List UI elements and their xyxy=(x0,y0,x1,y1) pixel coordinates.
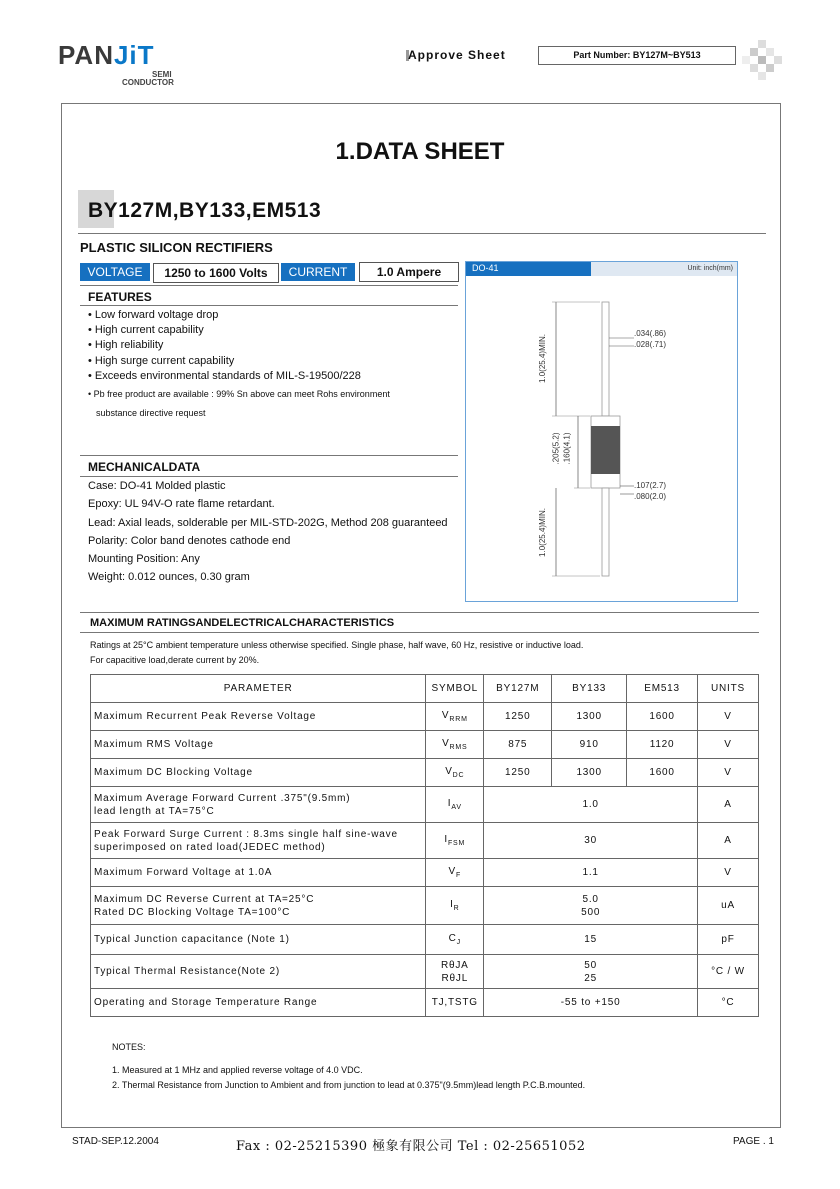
col-header-units: UNITS xyxy=(698,675,759,703)
dim-lead-length-bottom: 1.0(25.4)MIN. xyxy=(537,508,547,557)
row-unit: °C / W xyxy=(698,955,759,989)
table-header-row xyxy=(91,675,759,703)
row-value-merged: 15 xyxy=(484,925,698,955)
mechanical-item: Weight: 0.012 ounces, 0.30 gram xyxy=(88,571,250,583)
feature-item: • High surge current capability xyxy=(88,355,235,367)
mechanical-rule xyxy=(80,455,458,456)
part-number-box: Part Number: BY127M~BY513 xyxy=(538,46,736,65)
row-unit: uA xyxy=(698,887,759,925)
voltage-value: 1250 to 1600 Volts xyxy=(153,263,279,283)
row-unit: V xyxy=(698,703,759,731)
table-row xyxy=(91,823,759,859)
mechanical-item: Epoxy: UL 94V-O rate flame retardant. xyxy=(88,498,275,510)
approve-sheet-label: Approve Sheet xyxy=(408,48,506,62)
current-value: 1.0 Ampere xyxy=(359,262,459,282)
corner-pattern-icon xyxy=(742,40,782,80)
row-value-merged: 1.1 xyxy=(484,859,698,887)
table-row xyxy=(91,759,759,787)
row-parameter: Operating and Storage Temperature Range xyxy=(91,989,426,1017)
row-unit: V xyxy=(698,859,759,887)
notes-heading: NOTES: xyxy=(112,1042,146,1052)
col-header-by133: BY133 xyxy=(552,675,627,703)
ratings-rule xyxy=(80,612,759,613)
part-title-rule xyxy=(78,233,766,234)
features-rule xyxy=(80,285,458,286)
row-value-by133: 1300 xyxy=(552,703,627,731)
ratings-note-1: Ratings at 25°C ambient temperature unless otherwise specified. Single phase, half wave, 60 Hz, resistive or inductive load. xyxy=(90,640,584,650)
feature-item: • High reliability xyxy=(88,339,164,351)
ratings-table xyxy=(90,674,759,1017)
footer-contact: Fax : 02-25215390 極象有限公司 Tel : 02-25651052 xyxy=(236,1139,586,1154)
mechanical-item: Case: DO-41 Molded plastic xyxy=(88,480,226,492)
row-symbol: $I_R$ xyxy=(426,887,484,925)
row-parameter: Typical Junction capacitance (Note 1) xyxy=(91,925,426,955)
row-symbol: $V_{DC}$ xyxy=(426,759,484,787)
table-row xyxy=(91,887,759,925)
row-unit: A xyxy=(698,787,759,823)
row-parameter: Maximum Forward Voltage at 1.0A xyxy=(91,859,426,887)
table-row xyxy=(91,859,759,887)
dim-body-dia-min: .080(2.0) xyxy=(634,492,667,501)
row-symbol: TJ,TSTG xyxy=(426,989,484,1017)
row-value-by133: 910 xyxy=(552,731,627,759)
company-logo xyxy=(58,40,188,88)
mechanical-rule-bottom xyxy=(80,476,458,477)
row-parameter: Maximum DC Reverse Current at TA=25°C Rated DC Blocking Voltage TA=100°C xyxy=(91,887,426,925)
ratings-note-2: For capacitive load,derate current by 20%. xyxy=(90,655,260,665)
table-row xyxy=(91,731,759,759)
ratings-rule-bottom xyxy=(80,632,759,633)
row-parameter: Maximum Average Forward Current .375"(9.5mm) lead length at TA=75°C xyxy=(91,787,426,823)
package-name: DO-41 xyxy=(472,263,499,273)
dim-lead-dia-min: .028(.71) xyxy=(634,340,667,349)
note-2: 2. Thermal Resistance from Junction to Ambient and from junction to lead at 0.375"(9.5mm)lead length P.C.B.mounted. xyxy=(112,1080,586,1090)
mechanical-item: Lead: Axial leads, solderable per MIL-STD-202G, Method 208 guaranteed xyxy=(88,517,448,529)
diode-outline-drawing xyxy=(466,262,737,601)
row-unit: A xyxy=(698,823,759,859)
logo-semi-text: SEMI xyxy=(152,70,172,79)
row-unit: V xyxy=(698,731,759,759)
dim-lead-dia-max: .034(.86) xyxy=(634,329,667,338)
row-value-em513: 1600 xyxy=(627,759,698,787)
row-parameter: Maximum RMS Voltage xyxy=(91,731,426,759)
row-parameter: Typical Thermal Resistance(Note 2) xyxy=(91,955,426,989)
row-symbol: $V_{RMS}$ xyxy=(426,731,484,759)
dim-lead-length-top: 1.0(25.4)MIN. xyxy=(537,334,547,383)
col-header-em513: EM513 xyxy=(627,675,698,703)
table-row xyxy=(91,925,759,955)
col-header-parameter: PARAMETER xyxy=(91,675,426,703)
row-symbol: $I_{AV}$ xyxy=(426,787,484,823)
ratings-heading: MAXIMUM RATINGSANDELECTRICALCHARACTERISTICS xyxy=(90,617,395,629)
package-drawing xyxy=(465,261,738,602)
row-unit: pF xyxy=(698,925,759,955)
row-unit: V xyxy=(698,759,759,787)
table-row xyxy=(91,955,759,989)
mechanical-item: Polarity: Color band denotes cathode end xyxy=(88,535,291,547)
part-title: BY127M,BY133,EM513 xyxy=(88,199,322,222)
current-label: CURRENT xyxy=(281,263,355,281)
row-unit: °C xyxy=(698,989,759,1017)
row-parameter: Maximum Recurrent Peak Reverse Voltage xyxy=(91,703,426,731)
voltage-label: VOLTAGE xyxy=(80,263,150,281)
row-value-by127m: 875 xyxy=(484,731,552,759)
row-value-merged: 1.0 xyxy=(484,787,698,823)
package-unit: Unit: inch(mm) xyxy=(687,265,733,272)
footer-page: PAGE . 1 xyxy=(733,1136,774,1147)
product-subtitle: PLASTIC SILICON RECTIFIERS xyxy=(80,240,273,255)
table-row xyxy=(91,787,759,823)
row-parameter: Peak Forward Surge Current : 8.3ms single half sine-wave superimposed on rated load(JEDEC method) xyxy=(91,823,426,859)
row-value-merged: 50 25 xyxy=(484,955,698,989)
row-symbol: $V_{RRM}$ xyxy=(426,703,484,731)
row-value-merged: 5.0 500 xyxy=(484,887,698,925)
features-heading: FEATURES xyxy=(88,290,152,304)
row-value-by127m: 1250 xyxy=(484,703,552,731)
row-symbol: RθJA RθJL xyxy=(426,955,484,989)
logo-conductor-text: CONDUCTOR xyxy=(122,78,174,87)
dim-body-length-max: .205(5.2) xyxy=(551,432,561,465)
dim-body-dia-max: .107(2.7) xyxy=(634,481,667,490)
row-value-by133: 1300 xyxy=(552,759,627,787)
page-title: 1.DATA SHEET xyxy=(335,138,505,165)
logo-pan-text: PAN xyxy=(58,40,114,70)
feature-item: • Exceeds environmental standards of MIL-S-19500/228 xyxy=(88,370,361,382)
feature-pb-line2: substance directive request xyxy=(96,408,206,418)
feature-pb-line1: • Pb free product are available : 99% Sn above can meet Rohs environment xyxy=(88,389,390,399)
footer-date: STAD-SEP.12.2004 xyxy=(72,1136,159,1147)
logo-jit-text: JiT xyxy=(113,40,155,70)
row-value-by127m: 1250 xyxy=(484,759,552,787)
feature-item: • Low forward voltage drop xyxy=(88,309,219,321)
features-rule-bottom xyxy=(80,305,458,306)
row-value-em513: 1120 xyxy=(627,731,698,759)
row-parameter: Maximum DC Blocking Voltage xyxy=(91,759,426,787)
row-value-merged: -55 to +150 xyxy=(484,989,698,1017)
row-symbol: $I_{FSM}$ xyxy=(426,823,484,859)
mechanical-heading: MECHANICALDATA xyxy=(88,460,201,474)
row-value-merged: 30 xyxy=(484,823,698,859)
table-row xyxy=(91,703,759,731)
row-symbol: $V_F$ xyxy=(426,859,484,887)
row-value-em513: 1600 xyxy=(627,703,698,731)
feature-item: • High current capability xyxy=(88,324,204,336)
table-row xyxy=(91,989,759,1017)
mechanical-item: Mounting Position: Any xyxy=(88,553,200,565)
note-1: 1. Measured at 1 MHz and applied reverse voltage of 4.0 VDC. xyxy=(112,1065,363,1075)
col-header-by127m: BY127M xyxy=(484,675,552,703)
col-header-symbol: SYMBOL xyxy=(426,675,484,703)
row-symbol: $C_J$ xyxy=(426,925,484,955)
dim-body-length-min: .160(4.1) xyxy=(562,432,572,465)
